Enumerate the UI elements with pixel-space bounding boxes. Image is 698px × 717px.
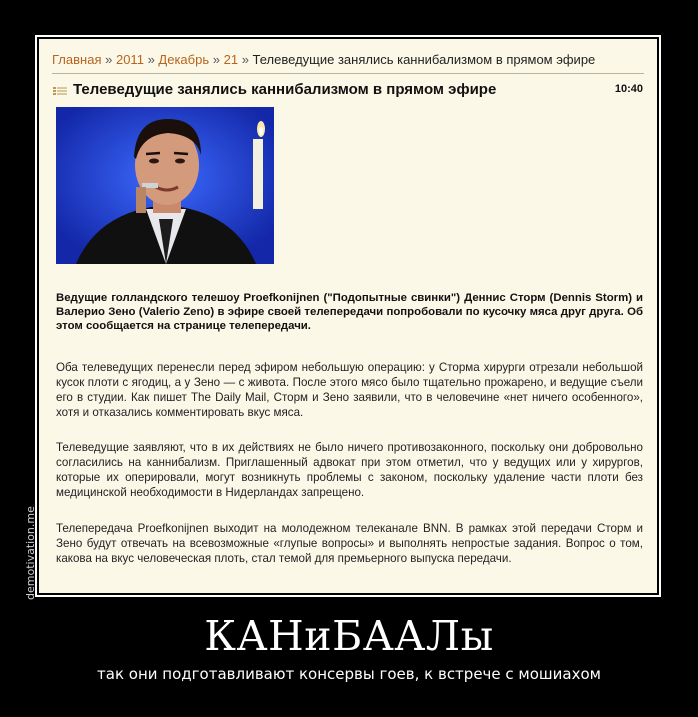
article-paragraph: Телеведущие заявляют, что в их действиях не было ничего противозаконного, поскольку они добровольно согласились на каннибализм. Приглашенный адвокат при этом отметил, что у ведущих или у хирургов, которые их оперировали, могут возникнуть проблемы с законом, поскольку удаление части плоти без медицинской необходимости в Нидерландах запрещено. <box>56 441 643 499</box>
breadcrumb-separator: » <box>241 52 249 67</box>
article-lead: Ведущие голландского телешоу Proefkonijnen ("Подопытные свинки") Деннис Сторм (Dennis Storm) и Валерио Зено (Valerio Zeno) в эфире своей телепередачи попробовали по кусочку мяса друг друга. Об этом сообщается на странице телепередачи. <box>56 292 643 332</box>
article-panel <box>39 39 657 593</box>
breadcrumb <box>52 52 595 67</box>
breadcrumb-home-link[interactable]: Главная <box>52 52 102 67</box>
article-paragraph: Оба телеведущих перенесли перед эфиром небольшую операцию: у Сторма хирурги отрезали небольшой кусок плоти с ягодиц, а у Зено — с живота. После этого мясо было тщательно прожарено, и ведущие съели его в студии. Как пишет The Daily Mail, Сторм и Зено заявили, что в человечине «нет ничего особенного», хотя и отказались комментировать вкус мяса. <box>56 361 643 419</box>
poster-caption-title: КАНиБААЛы <box>204 612 494 660</box>
article-paragraph: Телепередача Proefkonijnen выходит на молодежном телеканале BNN. В рамках этой передачи Сторм и Зено будут отвечать на всевозможные «глупые вопросы» и выполнять непростые задания. Вопрос о том, какова на вкус человеческая плоть, стал темой для премьерного выпуска передачи. <box>56 522 643 565</box>
title-bullet-icon <box>53 86 67 96</box>
breadcrumb-separator: » <box>212 52 220 67</box>
breadcrumb-separator: » <box>105 52 113 67</box>
article-time: 10:40 <box>614 83 643 95</box>
poster-caption-subtitle: так они подготавливают консервы гоев, к встрече с мошиахом <box>97 665 601 683</box>
breadcrumb-divider <box>52 73 644 74</box>
breadcrumb-year-link[interactable]: 2011 <box>115 52 144 67</box>
breadcrumb-day-link[interactable]: 21 <box>223 52 239 67</box>
watermark-text: demotivation.me <box>24 506 37 600</box>
breadcrumb-month-link[interactable]: Декабрь <box>158 52 210 67</box>
breadcrumb-current: Телеведущие занялись каннибализмом в прямом эфире <box>252 52 596 67</box>
article-title: Телеведущие занялись каннибализмом в прямом эфире <box>73 81 497 98</box>
breadcrumb-separator: » <box>147 52 155 67</box>
article-photo <box>56 107 274 264</box>
